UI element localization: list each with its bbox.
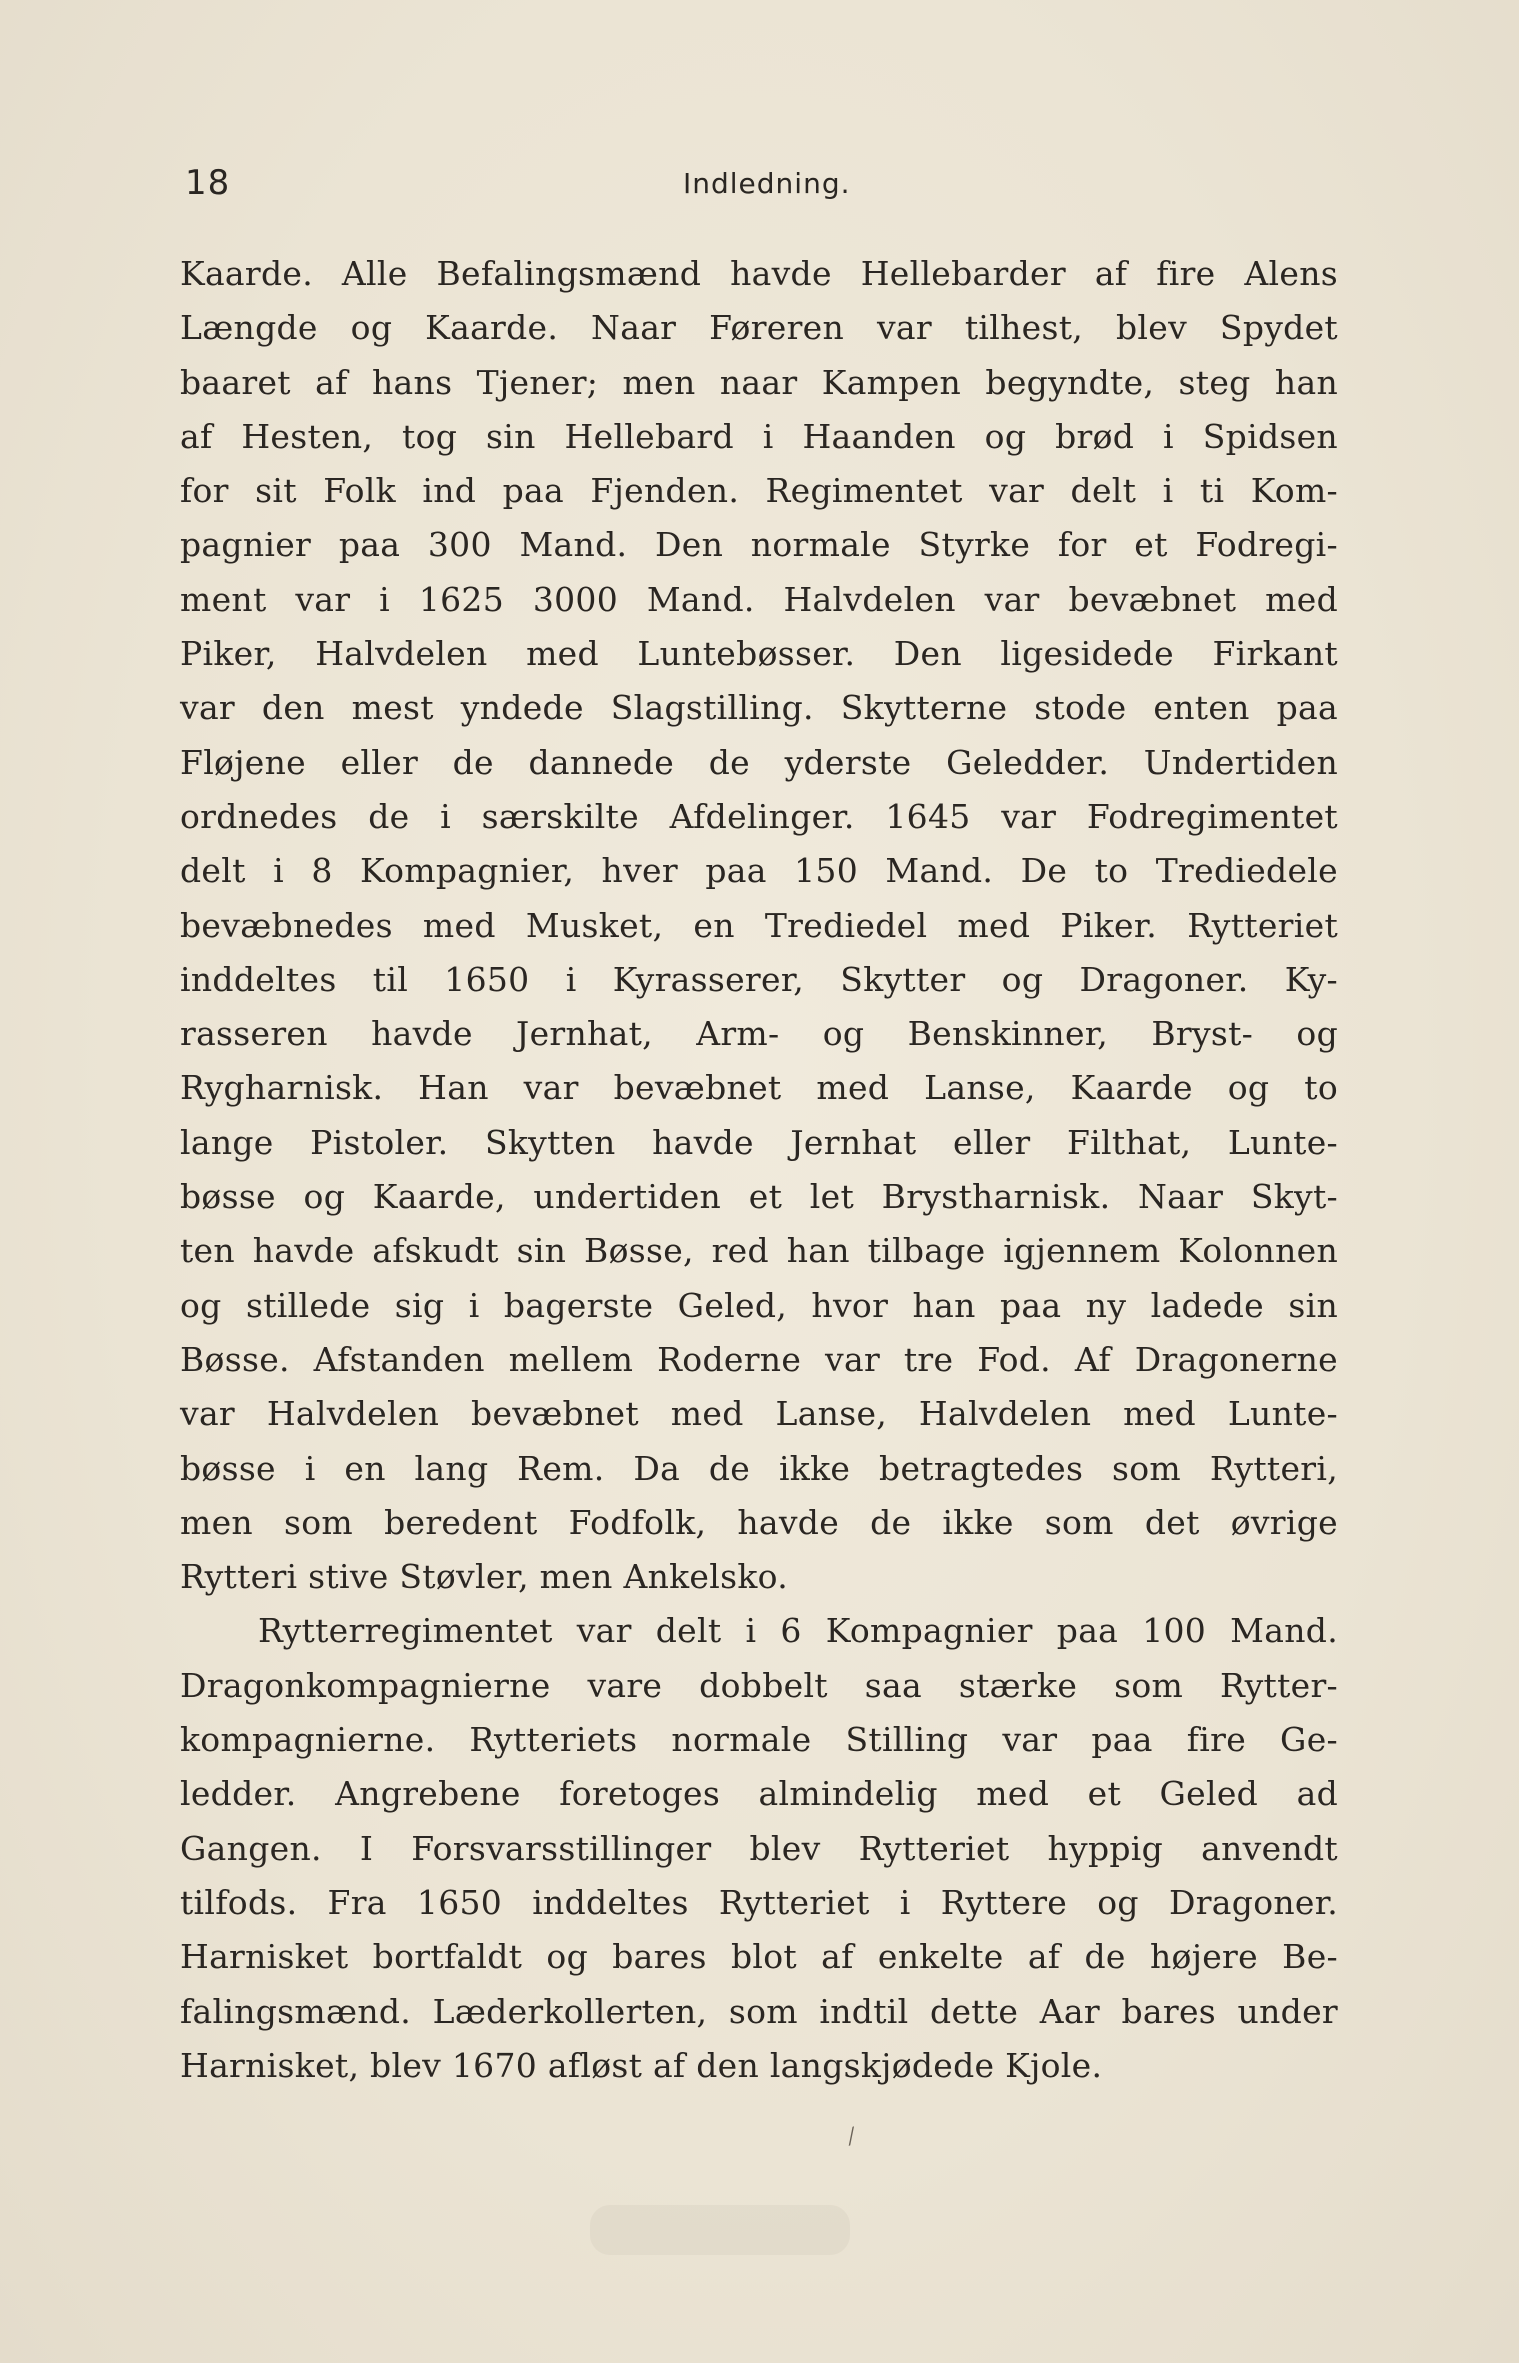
paragraph-start-line: Rytterregimentet var delt i 6 Kompagnier paa 100 Mand.	[258, 1611, 1338, 1651]
body-text	[180, 247, 1338, 2093]
text-line: ordnedes de i særskilte Afdelinger. 1645 var Fodregimentet	[180, 796, 1338, 836]
text-line: delt i 8 Kompagnier, hver paa 150 Mand. De to Trediedele	[180, 851, 1338, 891]
page-number: 18	[185, 163, 231, 203]
text-line: Gangen. I Forsvarsstillinger blev Rytteriet hyppig anvendt	[180, 1828, 1338, 1868]
text-line: bøsse og Kaarde, undertiden et let Brystharnisk. Naar Skyt-	[180, 1177, 1338, 1217]
ink-speck: ⁄	[845, 2125, 858, 2150]
text-line: Dragonkompagnierne vare dobbelt saa stærke som Rytter-	[180, 1665, 1338, 1705]
text-line: for sit Folk ind paa Fjenden. Regimentet var delt i ti Kom-	[180, 471, 1338, 511]
text-line: og stillede sig i bagerste Geled, hvor han paa ny ladede sin	[180, 1285, 1338, 1325]
faint-bleedthrough-mark	[590, 2205, 850, 2255]
text-line: inddeltes til 1650 i Kyrasserer, Skytter og Dragoner. Ky-	[180, 959, 1338, 999]
text-line: men som beredent Fodfolk, havde de ikke som det øvrige	[180, 1502, 1338, 1542]
text-line: Bøsse. Afstanden mellem Roderne var tre Fod. Af Dragonerne	[180, 1339, 1338, 1379]
text-line: tilfods. Fra 1650 inddeltes Rytteriet i Ryttere og Dragoner.	[180, 1882, 1338, 1922]
text-line: Fløjene eller de dannede de yderste Geledder. Undertiden	[180, 742, 1338, 782]
text-line: lange Pistoler. Skytten havde Jernhat eller Filthat, Lunte-	[180, 1122, 1338, 1162]
text-line: Rygharnisk. Han var bevæbnet med Lanse, Kaarde og to	[180, 1068, 1338, 1108]
text-line: Piker, Halvdelen med Luntebøsser. Den ligesidede Firkant	[180, 634, 1338, 674]
text-line: pagnier paa 300 Mand. Den normale Styrke for et Fodregi-	[180, 525, 1338, 565]
text-line: kompagnierne. Rytteriets normale Stilling var paa fire Ge-	[180, 1720, 1338, 1760]
text-line: bøsse i en lang Rem. Da de ikke betragtedes som Rytteri,	[180, 1448, 1338, 1488]
paragraph-end-line: Harnisket, blev 1670 afløst af den langskjødede Kjole.	[180, 2045, 1103, 2085]
text-line: af Hesten, tog sin Hellebard i Haanden og brød i Spidsen	[180, 416, 1338, 456]
text-line: var Halvdelen bevæbnet med Lanse, Halvdelen med Lunte-	[180, 1394, 1338, 1434]
text-line: rasseren havde Jernhat, Arm- og Benskinner, Bryst- og	[180, 1014, 1338, 1054]
text-line: baaret af hans Tjener; men naar Kampen begyndte, steg han	[180, 362, 1338, 402]
text-line: ten havde afskudt sin Bøsse, red han tilbage igjennem Kolonnen	[180, 1231, 1338, 1271]
text-line: Kaarde. Alle Befalingsmænd havde Hellebarder af fire Alens	[180, 254, 1338, 293]
text-line: ment var i 1625 3000 Mand. Halvdelen var bevæbnet med	[180, 579, 1338, 619]
text-line: bevæbnedes med Musket, en Trediedel med Piker. Rytteriet	[180, 905, 1338, 945]
text-line: ledder. Angrebene foretoges almindelig med et Geled ad	[180, 1774, 1338, 1814]
text-line: var den mest yndede Slagstilling. Skytterne stode enten paa	[180, 688, 1338, 728]
text-line: Harnisket bortfaldt og bares blot af enkelte af de højere Be-	[180, 1937, 1338, 1977]
text-line: Længde og Kaarde. Naar Føreren var tilhest, blev Spydet	[180, 308, 1338, 348]
running-head: Indledning.	[683, 167, 851, 200]
paragraph-end-line: Rytteri stive Støvler, men Ankelsko.	[180, 1557, 789, 1597]
text-line: falingsmænd. Læderkollerten, som indtil dette Aar bares under	[180, 1991, 1338, 2031]
